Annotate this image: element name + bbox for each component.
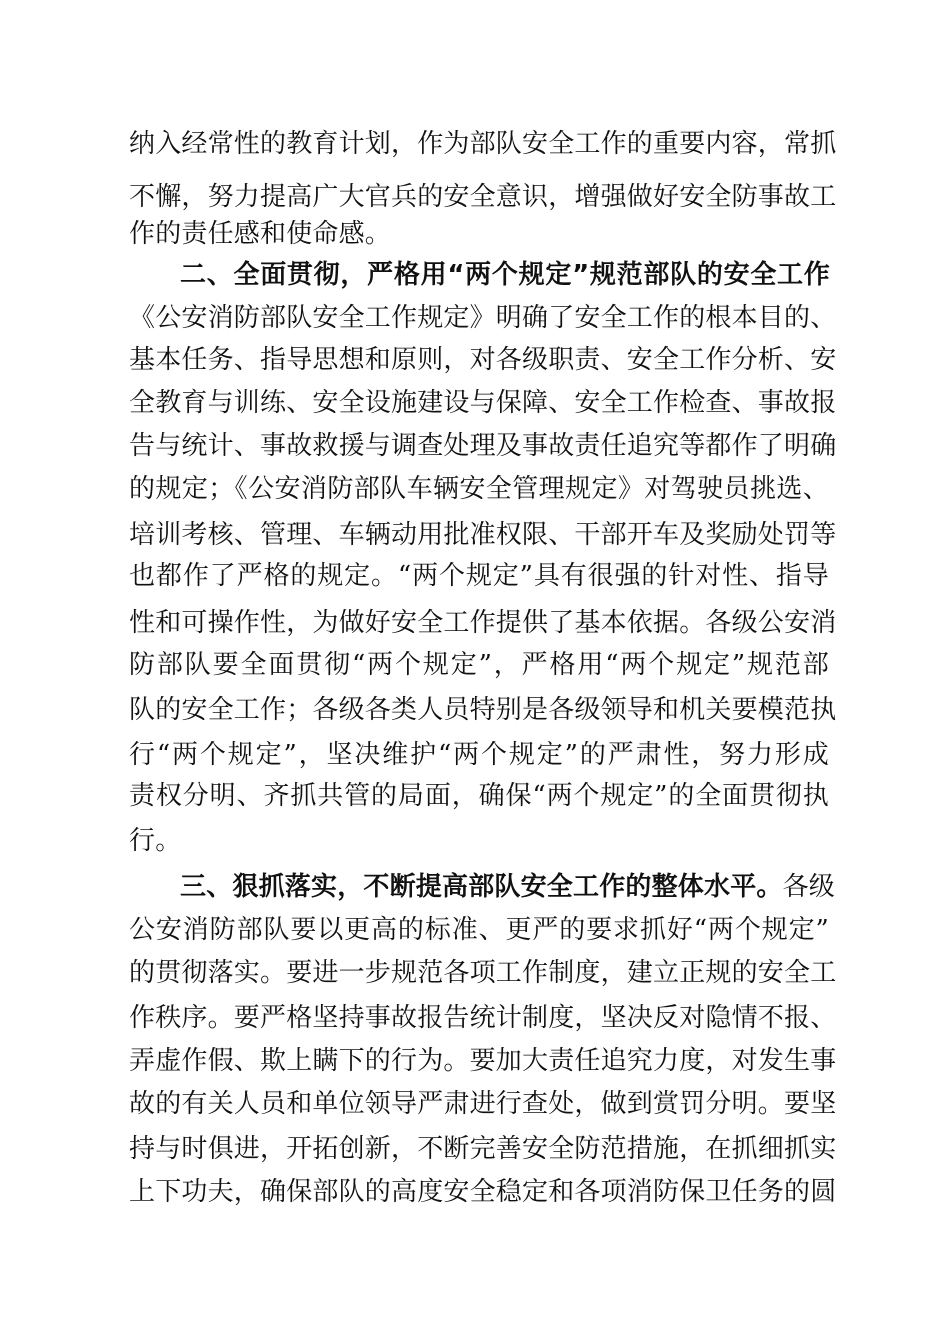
paragraph-line: 培训考核、管理、车辆动用批准权限、干部开车及奖励处罚等: [129, 520, 837, 550]
paragraph-line: 行。: [129, 826, 182, 856]
paragraph-line: 《公安消防部队安全工作规定》明确了安全工作的根本目的、: [129, 303, 837, 333]
section-heading-3: 三、狠抓落实，不断提高部队安全工作的整体水平。: [180, 872, 783, 902]
paragraph-line: 不懈，努力提高广大官兵的安全意识，增强做好安全防事故工: [129, 182, 837, 212]
paragraph-line: 弄虚作假、欺上瞒下的行为。要加大责任追究力度，对发生事: [129, 1046, 837, 1076]
paragraph-line: 行“两个规定”，坚决维护“两个规定”的严肃性，努力形成: [129, 740, 829, 770]
paragraph-line: 的贯彻落实。要进一步规范各项工作制度，建立正规的安全工: [129, 958, 837, 988]
paragraph-line: 故的有关人员和单位领导严肃进行查处，做到赏罚分明。要坚: [129, 1089, 837, 1119]
paragraph-line: 持与时俱进，开拓创新，不断完善安全防范措施，在抓细抓实: [129, 1134, 837, 1164]
paragraph-line: 基本任务、指导思想和原则，对各级职责、安全工作分析、安: [129, 345, 837, 375]
paragraph-line: 责权分明、齐抓共管的局面，确保“两个规定”的全面贯彻执: [129, 781, 829, 811]
paragraph-line: 的规定；《公安消防部队车辆安全管理规定》对驾驶员挑选、: [129, 474, 829, 504]
paragraph-line: 纳入经常性的教育计划，作为部队安全工作的重要内容，常抓: [129, 129, 837, 159]
paragraph-line: 告与统计、事故救援与调查处理及事故责任追究等都作了明确: [129, 431, 837, 461]
section-3-first-line: [180, 867, 836, 907]
paragraph-line: 也都作了严格的规定。“两个规定”具有很强的针对性、指导: [129, 561, 829, 591]
paragraph-line: 防部队要全面贯彻“两个规定”，严格用“两个规定”规范部: [129, 650, 829, 680]
paragraph-line: 上下功夫，确保部队的高度安全稳定和各项消防保卫任务的圆: [129, 1177, 837, 1207]
paragraph-line: 作的责任感和使命感。: [129, 219, 392, 249]
paragraph-line: 公安消防部队要以更高的标准、更严的要求抓好“两个规定”: [129, 915, 829, 945]
paragraph-text: 各级: [782, 872, 836, 902]
paragraph-line: 性和可操作性，为做好安全工作提供了基本依据。各级公安消: [129, 608, 837, 638]
paragraph-line: 全教育与训练、安全设施建设与保障、安全工作检查、事故报: [129, 388, 837, 418]
section-heading-2: 二、全面贯彻，严格用“两个规定”规范部队的安全工作: [180, 260, 830, 290]
paragraph-line: 作秩序。要严格坚持事故报告统计制度，坚决反对隐情不报、: [129, 1003, 837, 1033]
paragraph-line: 队的安全工作；各级各类人员特别是各级领导和机关要模范执: [129, 695, 837, 725]
